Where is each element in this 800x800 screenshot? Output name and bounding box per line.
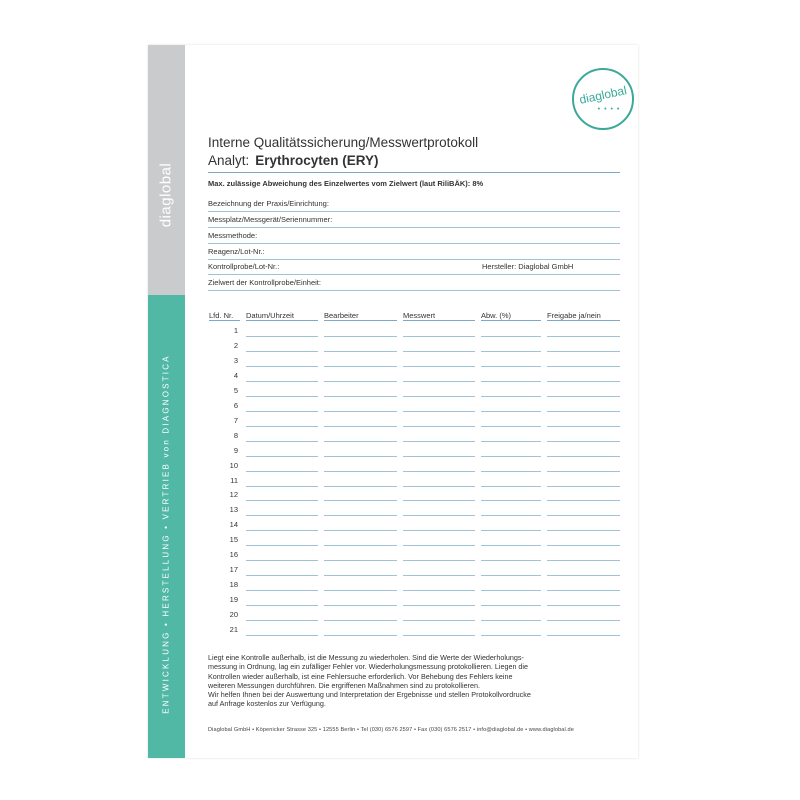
- table-cell-line[interactable]: [324, 426, 397, 427]
- row-number: 9: [233, 445, 238, 455]
- table-cell-line[interactable]: [481, 471, 541, 472]
- table-cell-line[interactable]: [547, 396, 620, 397]
- table-cell-line[interactable]: [481, 441, 541, 442]
- header-rule: [324, 320, 397, 321]
- column-header: Freigabe ja/nein: [547, 311, 601, 320]
- table-cell-line[interactable]: [246, 605, 318, 606]
- header-rule: [403, 320, 475, 321]
- table-cell-line[interactable]: [246, 560, 318, 561]
- table-cell-line[interactable]: [547, 530, 620, 531]
- table-cell-line[interactable]: [547, 366, 620, 367]
- table-cell-line[interactable]: [246, 590, 318, 591]
- table-cell-line[interactable]: [324, 351, 397, 352]
- instructions-text: Liegt eine Kontrolle außerhalb, ist die Messung zu wiederholen. Sind die Werte der Wiederholungs- messung in Ordnung, lag ein zufälliger Fehler vor. Wiederholungsmessung protokollieren. Liegen die Kontrollen wieder außerhalb, ist eine Fehlersuche erforderlich. Vor Behebung des Fehlers keine weiteren Messungen durchführen. Die ergriffenen Maßnahmen sind zu protokollieren. Wir helfen Ihnen bei der Auswertung und Interpretation der Ergebnisse und stellen Protokollvordrucke auf Anfrage kostenlos zur Verfügung.: [208, 653, 531, 709]
- row-number: 6: [233, 400, 238, 410]
- table-cell-line[interactable]: [324, 396, 397, 397]
- row-number: 7: [233, 415, 238, 425]
- table-cell-line[interactable]: [481, 366, 541, 367]
- row-number: 15: [229, 535, 238, 545]
- table-cell-line[interactable]: [481, 590, 541, 591]
- table-cell-line[interactable]: [324, 486, 397, 487]
- table-cell-line[interactable]: [403, 590, 475, 591]
- form-field[interactable]: [208, 215, 620, 228]
- form-field-label: Messmethode:: [208, 231, 258, 240]
- table-cell-line[interactable]: [481, 396, 541, 397]
- form-field[interactable]: [208, 199, 620, 212]
- form-field-label: Zielwert der Kontrollprobe/Einheit:: [208, 278, 321, 287]
- form-field-label: Messplatz/Messgerät/Seriennummer:: [208, 215, 333, 224]
- table-cell-line[interactable]: [547, 620, 620, 621]
- row-number: 14: [229, 520, 238, 530]
- table-cell-line[interactable]: [246, 500, 318, 501]
- document-title: Interne Qualitätssicherung/Messwertprotokoll: [208, 135, 479, 150]
- header-rule: [246, 320, 318, 321]
- form-field[interactable]: [208, 278, 620, 291]
- table-cell-line[interactable]: [403, 635, 475, 636]
- table-cell-line[interactable]: [481, 545, 541, 546]
- table-cell-line[interactable]: [547, 635, 620, 636]
- row-number: 8: [233, 430, 238, 440]
- row-number: 11: [230, 475, 238, 485]
- table-cell-line[interactable]: [403, 530, 475, 531]
- table-cell-line[interactable]: [324, 366, 397, 367]
- form-field-label: Reagenz/Lot-Nr.:: [208, 247, 265, 256]
- sidebar-brand: diaglobal: [157, 162, 175, 228]
- form-field[interactable]: [208, 231, 620, 244]
- row-number: 3: [233, 355, 238, 365]
- table-cell-line[interactable]: [547, 605, 620, 606]
- table-cell-line[interactable]: [481, 530, 541, 531]
- table-cell-line[interactable]: [481, 575, 541, 576]
- table-cell-line[interactable]: [403, 381, 475, 382]
- table-cell-line[interactable]: [324, 336, 397, 337]
- table-cell-line[interactable]: [324, 441, 397, 442]
- form-field-right-label: Hersteller: Diaglobal GmbH: [482, 262, 574, 271]
- table-cell-line[interactable]: [481, 426, 541, 427]
- column-header: Abw. (%): [481, 311, 512, 320]
- row-number: 18: [229, 580, 238, 590]
- table-cell-line[interactable]: [246, 381, 318, 382]
- table-cell-line[interactable]: [403, 575, 475, 576]
- table-cell-line[interactable]: [324, 515, 397, 516]
- table-cell-line[interactable]: [481, 635, 541, 636]
- table-cell-line[interactable]: [481, 605, 541, 606]
- table-cell-line[interactable]: [403, 545, 475, 546]
- form-field-label: Bezeichnung der Praxis/Einrichtung:: [208, 199, 329, 208]
- table-cell-line[interactable]: [246, 575, 318, 576]
- table-cell-line[interactable]: [547, 456, 620, 457]
- table-cell-line[interactable]: [403, 500, 475, 501]
- table-cell-line[interactable]: [403, 456, 475, 457]
- diaglobal-logo: diaglobal • • • •: [572, 68, 634, 130]
- row-number: 12: [229, 490, 238, 500]
- table-cell-line[interactable]: [246, 456, 318, 457]
- form-field[interactable]: [208, 262, 620, 275]
- table-cell-line[interactable]: [547, 500, 620, 501]
- form-field[interactable]: [208, 247, 620, 260]
- table-cell-line[interactable]: [246, 530, 318, 531]
- form-field-label: Kontrollprobe/Lot-Nr.:: [208, 262, 280, 271]
- row-number: 4: [233, 370, 238, 380]
- table-cell-line[interactable]: [246, 366, 318, 367]
- table-cell-line[interactable]: [547, 486, 620, 487]
- row-number: 20: [229, 610, 238, 620]
- table-cell-line[interactable]: [324, 620, 397, 621]
- table-cell-line[interactable]: [246, 351, 318, 352]
- table-cell-line[interactable]: [324, 590, 397, 591]
- table-cell-line[interactable]: [481, 500, 541, 501]
- table-cell-line[interactable]: [246, 515, 318, 516]
- table-cell-line[interactable]: [324, 456, 397, 457]
- analyt-line: [208, 153, 379, 168]
- table-cell-line[interactable]: [324, 381, 397, 382]
- table-cell-line[interactable]: [403, 396, 475, 397]
- table-cell-line[interactable]: [324, 500, 397, 501]
- row-number: 10: [229, 460, 238, 470]
- table-cell-line[interactable]: [547, 471, 620, 472]
- table-cell-line[interactable]: [403, 471, 475, 472]
- table-cell-line[interactable]: [547, 590, 620, 591]
- table-cell-line[interactable]: [547, 336, 620, 337]
- table-cell-line[interactable]: [547, 441, 620, 442]
- table-cell-line[interactable]: [547, 560, 620, 561]
- sidebar-tagline: ENTWICKLUNG • HERSTELLUNG • VERTRIEB von DIAGNOSTICA: [161, 354, 171, 714]
- header-rule: [481, 320, 541, 321]
- table-cell-line[interactable]: [403, 620, 475, 621]
- column-header: Datum/Uhrzeit: [246, 311, 294, 320]
- table-cell-line[interactable]: [481, 336, 541, 337]
- row-number: 1: [233, 326, 238, 335]
- table-cell-line[interactable]: [403, 336, 475, 337]
- table-cell-line[interactable]: [246, 471, 318, 472]
- table-cell-line[interactable]: [547, 545, 620, 546]
- table-cell-line[interactable]: [246, 635, 318, 636]
- row-number: 2: [233, 340, 238, 350]
- table-cell-line[interactable]: [324, 471, 397, 472]
- table-cell-line[interactable]: [246, 620, 318, 621]
- table-cell-line[interactable]: [403, 411, 475, 412]
- analyt-value: Erythrocyten (ERY): [255, 153, 379, 168]
- column-header: Messwert: [403, 311, 436, 320]
- table-cell-line[interactable]: [481, 620, 541, 621]
- analyt-label: Analyt:: [208, 153, 250, 168]
- table-cell-line[interactable]: [547, 426, 620, 427]
- title-rule: [208, 172, 620, 173]
- row-number: 21: [229, 625, 238, 634]
- row-number: 13: [229, 505, 238, 515]
- row-number: 16: [229, 550, 238, 560]
- header-rule: [547, 320, 620, 321]
- table-cell-line[interactable]: [403, 441, 475, 442]
- column-header: Lfd. Nr.: [209, 311, 234, 320]
- table-cell-line[interactable]: [324, 411, 397, 412]
- table-cell-line[interactable]: [481, 486, 541, 487]
- table-cell-line[interactable]: [403, 605, 475, 606]
- table-cell-line[interactable]: [246, 441, 318, 442]
- column-header: Bearbeiter: [324, 311, 359, 320]
- table-cell-line[interactable]: [324, 635, 397, 636]
- table-cell-line[interactable]: [547, 411, 620, 412]
- max-deviation-text: Max. zulässige Abweichung des Einzelwertes vom Zielwert (laut RiliBÄK): 8%: [208, 179, 484, 188]
- table-cell-line[interactable]: [481, 456, 541, 457]
- table-cell-line[interactable]: [403, 515, 475, 516]
- table-cell-line[interactable]: [324, 560, 397, 561]
- header-rule: [209, 320, 240, 321]
- table-cell-line[interactable]: [403, 560, 475, 561]
- table-cell-line[interactable]: [547, 381, 620, 382]
- table-cell-line[interactable]: [324, 575, 397, 576]
- table-cell-line[interactable]: [547, 351, 620, 352]
- table-cell-line[interactable]: [246, 396, 318, 397]
- row-number: 19: [229, 595, 238, 605]
- table-cell-line[interactable]: [246, 545, 318, 546]
- table-cell-line[interactable]: [403, 366, 475, 367]
- table-cell-line[interactable]: [403, 486, 475, 487]
- table-cell-line[interactable]: [324, 605, 397, 606]
- table-cell-line[interactable]: [403, 426, 475, 427]
- row-number: 5: [233, 385, 238, 395]
- table-cell-line[interactable]: [481, 381, 541, 382]
- table-cell-line[interactable]: [324, 530, 397, 531]
- table-cell-line[interactable]: [246, 486, 318, 487]
- table-cell-line[interactable]: [246, 336, 318, 337]
- table-cell-line[interactable]: [547, 515, 620, 516]
- row-number: 17: [229, 565, 238, 575]
- table-cell-line[interactable]: [481, 351, 541, 352]
- table-cell-line[interactable]: [481, 515, 541, 516]
- table-cell-line[interactable]: [246, 426, 318, 427]
- footer-contact: Diaglobal GmbH • Köpenicker Strasse 325 • 12555 Berlin • Tel (030) 6576 2597 • Fax (030) 6576 2517 • info@diaglobal.de • www.diaglobal.de: [208, 727, 574, 733]
- table-cell-line[interactable]: [481, 560, 541, 561]
- table-cell-line[interactable]: [403, 351, 475, 352]
- table-cell-line[interactable]: [324, 545, 397, 546]
- table-cell-line[interactable]: [547, 575, 620, 576]
- table-cell-line[interactable]: [246, 411, 318, 412]
- table-cell-line[interactable]: [481, 411, 541, 412]
